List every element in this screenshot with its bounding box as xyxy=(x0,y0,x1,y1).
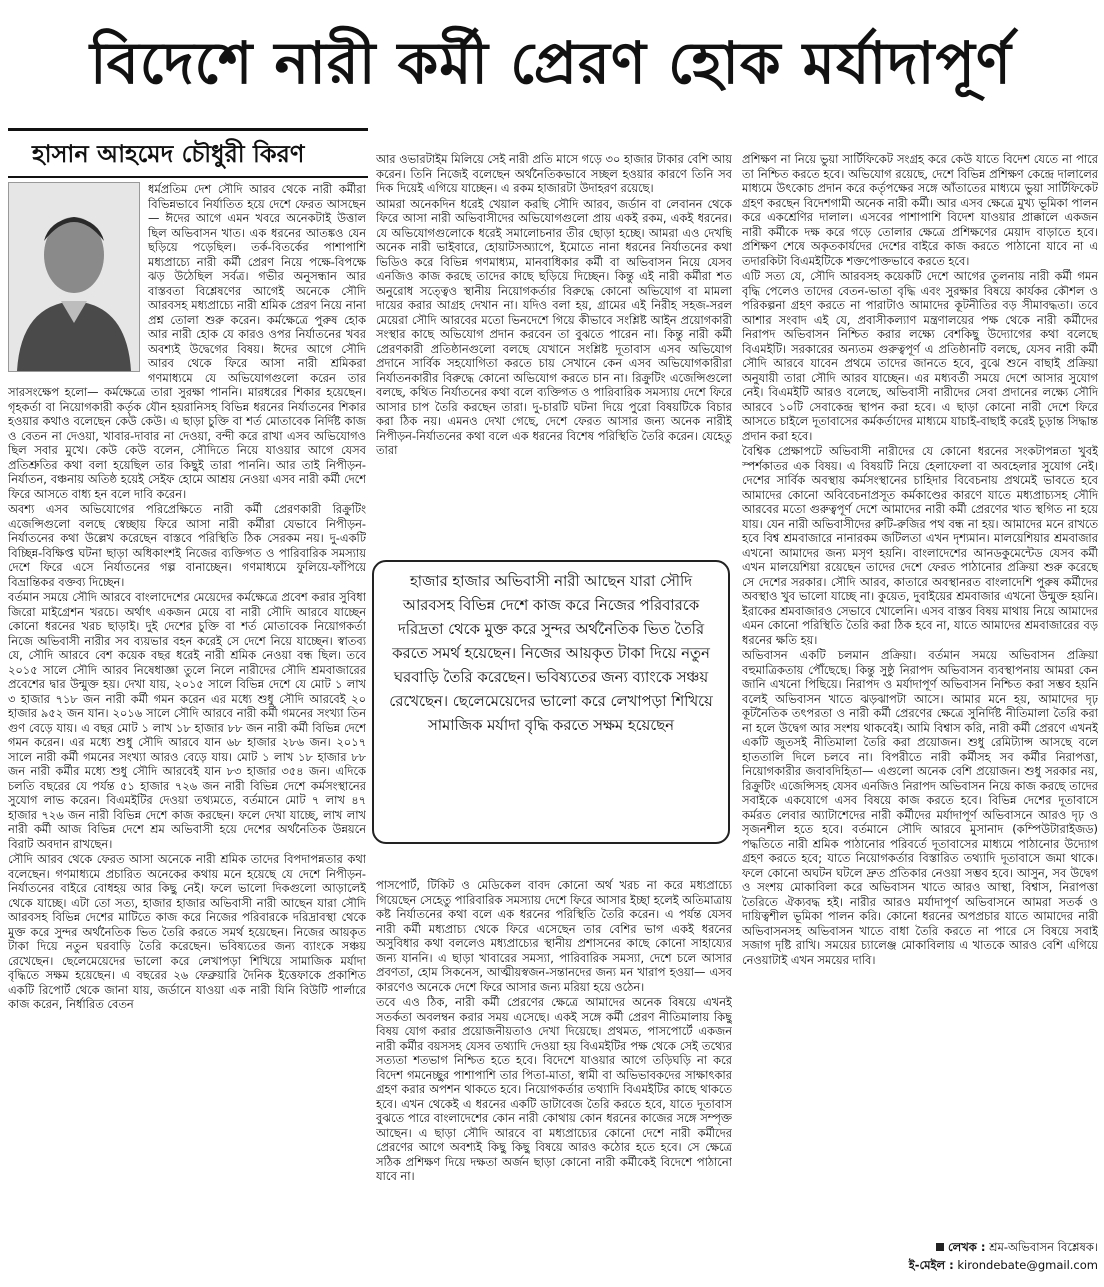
column-2-paragraph: আর ওভারটাইম মিলিয়ে সেই নারী প্রতি মাসে গড়ে ৩০ হাজার টাকার বেশি আয় করেন। তিনি নিজেই বলেছেন অর্থনৈতিকভাবে সচ্ছল হওয়ার কারণে তিনি সব দিক দিয়েই এগিয়ে যাচ্ছেন। এ রকম হাজারটা উদাহরণ রয়েছে। xyxy=(376,152,732,195)
column-3-paragraph: এটি সত্য যে, সৌদি আরবসহ কয়েকটি দেশে আগের তুলনায় নারী কর্মী গমন বৃদ্ধি পেলেও তাদের বেতন-ভাতা বৃদ্ধি এবং সুরক্ষার বিষয়ে কার্যকর কৌশল ও পরিকল্পনা গ্রহণ করতে না পারাটাও আমাদের কূটনীতির বড় সীমাবদ্ধতা। তবে আশার সংবাদ এই যে, প্রবাসীকল্যাণ মন্ত্রণালয়ের পক্ষ থেকে নারী কর্মীদের নিরাপদ অভিবাসন নিশ্চিত করার লক্ষ্যে বেশকিছু উদ্যোগের কথা বলেছে বিএমইটি। সরকারের অন্যতম গুরুত্বপূর্ণ এ প্রতিষ্ঠানটি বলছে, যেসব নারী কর্মী সৌদি আরবে যাবেন প্রথমে তাদের জানতে হবে, বুঝে শুনে বাছাই প্রক্রিয়া অনুযায়ী তারা সৌদি আরব যাচ্ছেন। এর মধ্যবর্তী সময়ে দেশে আসার সুযোগ নেই। বিএমইটি আরও বলেছে, অভিবাসী নারীদের সেবা প্রদানের লক্ষ্যে সৌদি আরবে ১০টি সেবাকেন্দ্র স্থাপন করা হবে। এ ছাড়া কোনো নারী দেশে ফিরে আসতে চাইলে দূতাবাসের কর্মকর্তাদের মাধ্যমে যাচাই-বাছাই করেই চূড়ান্ত সিদ্ধান্ত প্রদান করা হবে। xyxy=(742,269,1098,443)
email-label: ই-মেইল : xyxy=(908,1258,954,1272)
byline-rule-top xyxy=(8,128,368,131)
column-2-bottom xyxy=(376,878,732,1267)
column-1 xyxy=(8,182,366,1262)
column-1-paragraph: বর্তমান সময়ে সৌদি আরবে বাংলাদেশের মেয়েদের কর্মক্ষেত্রে প্রবেশ করার সুবিধা জিরো মাইগ্রেশন খরচে। অর্থাৎ একজন মেয়ে বা নারী সৌদি আরবে যাচ্ছেন কোনো ধরনের খরচ ছাড়াই। দুই দেশের চুক্তি বা শর্ত মোতাবেক নিয়োগকর্তা নিজে অভিবাসী নারীর সব ব্যয়ভার বহন করেই সে দেশে নিয়ে যাচ্ছেন। স্বাতব্য যে, সৌদি আরবে বেশ কয়েক বছর ধরেই নারী শ্রমিক নেওয়া বন্ধ ছিল। তবে ২০১৫ সালে সৌদি আরব নিষেধাজ্ঞা তুলে নিলে নারীদের সৌদি শ্রমবাজারের প্রবেশের দ্বার উন্মুক্ত হয়। দেখা যায়, ২০১৫ সালে বিভিন্ন দেশে যে মোট ১ লাখ ৩ হাজার ৭১৮ জন নারী কর্মী গমন করেন এর মধ্যে শুধু সৌদি আরবেই ২০ হাজার ৯৫২ জন যান। ২০১৬ সালে সৌদি আরবে নারী কর্মী গমনের সংখ্যা তিন গুণ বেড়ে যায়। এ বছর মোট ১ লাখ ১৮ হাজার ৮৮ জন নারী কর্মী বিভিন্ন দেশে গমন করেন। এর মধ্যে শুধু সৌদি আরবে যান ৬৮ হাজার ২৮৬ জন। ২০১৭ সালে নারী কর্মী গমনের সংখ্যা আরও বেড়ে যায়। মোট ১ লাখ ১৮ হাজার ৮৮ জন নারী কর্মীর মধ্যে শুধু সৌদি আরবেই যান ৮৩ হাজার ৩৫৪ জন। এদিকে চলতি বছরের যে পর্যন্ত ৫১ হাজার ৭২৬ জন নারী বিভিন্ন দেশে কর্মসংস্থানের সুযোগ লাভ করেন। বিএমইটির দেওয়া তথ্যমতে, বর্তমানে মোট ৭ লাখ ৪৭ হাজার ৭২৬ জন নারী বিভিন্ন দেশে কাজ করছেন। ফলে দেখা যাচ্ছে, লাখ লাখ নারী কর্মী আজ বিভিন্ন দেশে শ্রম অভিবাসী হয়ে দেশের অর্থনৈতিক উন্নয়নে বিরাট অবদান রাখছেন। xyxy=(8,590,366,851)
column-3 xyxy=(742,152,1098,1232)
email-line xyxy=(742,1256,1098,1274)
author-email[interactable]: kirondebate@gmail.com xyxy=(957,1258,1098,1272)
author-portrait-icon xyxy=(9,183,139,371)
column-1-paragraph: অবশ্য এসব অভিযোগের পরিপ্রেক্ষিতে নারী কর্মী প্রেরণকারী রিক্রুটিং এজেন্সিগুলো বলছে স্বেচ্ছায় ফিরে আসা নারী কর্মীরা যেভাবে নিপীড়ন-নির্যাতনের কথা উল্লেখ করেছেন বাস্তবে পরিস্থিতি ঠিক সেরকম নয়। দু-একটি বিচ্ছিন্ন-বিক্ষিপ্ত ঘটনা ছাড়া অধিকাংশই নিজের ব্যক্তিগত ও পারিবারিক সমস্যায় দেশে ফিরে এসে নির্যাতনের গল্প বানাচ্ছেন। গণমাধ্যমে ফুলিয়ে-ফাঁপিয়ে বিভ্রান্তিকর বক্তব্য দিচ্ছেন। xyxy=(8,502,366,589)
column-3-paragraph: অভিবাসন একটি চলমান প্রক্রিয়া। বর্তমান সময়ে অভিবাসন প্রক্রিয়া বহুমাত্রিকতায় পৌঁছেছে। কিন্তু সুষ্ঠু নিরাপদ অভিবাসন ব্যবস্থাপনায় আমরা কেন জানি এখনো পিছিয়ে। নিরাপদ ও মর্যাদাপূর্ণ অভিবাসন নিশ্চিত করা সম্ভব হয়নি বলেই অভিবাসন খাতে ঝড়ঝাপটা আসে। আমার মনে হয়, আমাদের দৃঢ় কূটনৈতিক তৎপরতা ও নারী কর্মী প্রেরণের ক্ষেত্রে সুনির্দিষ্ট নীতিমালা তৈরি করা না হলে উদ্বেগ আর সংশয় থাকবেই। আমি বিশ্বাস করি, নারী কর্মী প্রেরণে এখনই একটি জুতসই নীতিমালা তৈরি করা প্রয়োজন। শুধু রেমিট্যান্স আসছে বলে হাততালি দিলে চলবে না। বিপরীতে নারী কর্মীসহ সব কর্মীর নিরাপত্তা, নিয়োগকারীর জবাবদিহিতা— এগুলো অনেক বেশি প্রয়োজন। শুধু সরকার নয়, রিক্রুটিং এজেন্সিসহ যেসব এনজিও নিরাপদ অভিবাসন নিয়ে কাজ করছে তাদের সবাইকে একযোগে এসব বিষয়ে কাজ করতে হবে। বিভিন্ন দেশের দূতাবাসে কর্মরত লেবার অ্যাটাশেদের নারী কর্মীদের মর্যাদাপূর্ণ অভিবাসনে আরও দৃঢ় ও সৃজনশীল হতে হবে। বর্তমানে সৌদি আরবে মুসানাদ (কম্পিউটারাইজড) পদ্ধতিতে নারী শ্রমিক পাঠানোর পরিবর্তে দূতাবাসের মাধ্যমে পাঠানোর উদ্যোগ গ্রহণ করতে হবে; যাতে নিয়োগকর্তার বিস্তারিত তথ্যাদি দূতাবাসে জমা থাকে। ফলে কোনো অঘটন ঘটলে দ্রুত প্রতিকার নেওয়া সম্ভব হবে। আসুন, সব উদ্বেগ ও সংশয় মোকাবিলা করে অভিবাসন খাতে আরও আস্থা, বিশ্বাস, নিরাপত্তা তৈরিতে ঐক্যবদ্ধ হই। নারীর আরও মর্যাদাপূর্ণ অভিবাসনে আমরা সতর্ক ও দায়িত্বশীল ভূমিকা পালন করি। কোনো ধরনের অপপ্রচার যাতে আমাদের নারী অভিবাসনসহ অভিবাসন খাতে বাধা তৈরি করতে না পারে সে বিষয়ে সবাই সজাগ দৃষ্টি রাখি। সময়ের চ্যালেঞ্জ মোকাবিলায় এ খাতকে আরও বেশি এগিয়ে নেওয়াটাই এখন সময়ের দাবি। xyxy=(742,648,1098,967)
column-2-paragraph: পাসপোর্ট, টিকিট ও মেডিকেল বাবদ কোনো অর্থ খরচ না করে মধ্যপ্রাচ্যে গিয়েছেন সেহেতু পারিবারিক সমস্যায় দেশে ফিরে আসার ইচ্ছা হলেই অতিমাত্রায় কষ্ট নির্যাতনের কথা বলে এক ধরনের পরিস্থিতি তৈরি করেন। এ পর্যন্ত যেসব নারী কর্মী মধ্যপ্রাচ্য থেকে ফিরে এসেছেন তার বেশির ভাগ একই ধরনের অসুবিধার কথা বললেও মধ্যপ্রাচ্যের স্থানীয় প্রশাসনের কাছে কোনো সাহায্যের জন্য যাননি। এ ছাড়া খাবারের সমস্যা, পারিবারিক সমস্যা, দেশে চলে আসার প্রবণতা, হোম সিকনেস, আত্মীয়স্বজন-সন্তানদের জন্য মন খারাপ হওয়া— এসব কারণেও অনেকে দেশে ফিরে আসার জন্য মরিয়া হয়ে ওঠেন। xyxy=(376,878,732,994)
column-1-paragraph: সৌদি আরব থেকে ফেরত আসা অনেকে নারী শ্রমিক তাদের বিপদাপন্নতার কথা বলেছেন। গণমাধ্যমে প্রচারিত অনেকের কথায় মনে হয়েছে যে দেশে নিপীড়ন-নির্যাতনের বাইরে বোধহয় আর কিছু নেই। ফলে ভালো দিকগুলো আড়ালেই থেকে যাচ্ছে। এটা তো সত্য, হাজার হাজার অভিবাসী নারী আছেন যারা সৌদি আরবসহ বিভিন্ন দেশের মাটিতে কাজ করে নিজের পরিবারকে দরিদ্রাবস্থা থেকে মুক্ত করে সুন্দর অর্থনৈতিক ভিত তৈরি করতে সমর্থ হয়েছেন। নিজের আয়কৃত টাকা দিয়ে নতুন ঘরবাড়ি তৈরি করেছেন। ভবিষ্যতের জন্য ব্যাংকে সঞ্চয় রেখেছেন। ছেলেমেয়েদের ভালো করে লেখাপড়া শিখিয়ে সামাজিক মর্যাদা বৃদ্ধিতে সক্ষম হয়েছেন। এ বছরের ২৬ ফেব্রুয়ারি দৈনিক ইত্তেফাকে প্রকাশিত একটি রিপোর্ট থেকে জানা যায়, জর্ডানে যাওয়া এক নারী যিনি বিউটি পার্লারে কাজ করেন, নির্ধারিত বেতন xyxy=(8,852,366,1011)
author-label: লেখক : xyxy=(948,1240,986,1254)
column-1-paragraph: ধর্মপ্রতিম দেশ সৌদি আরব থেকে নারী কর্মীরা বিভিন্নভাবে নির্যাতিত হয়ে দেশে ফেরত আসছেন— ঈদের আগে এমন খবরে অনেকটাই উত্তাল ছিল অভিবাসন খাত। এক ধরনের আতঙ্কও যেন ছড়িয়ে পড়েছিল। তর্ক-বিতর্কের পাশাপাশি মধ্যপ্রাচ্যে নারী কর্মী প্রেরণ নিয়ে পক্ষে-বিপক্ষে ঝড় উঠেছিল সর্বত্র। গভীর অনুসন্ধান আর বাস্তবতা বিশ্লেষণের আগেই অনেকে সৌদি আরবসহ মধ্যপ্রাচ্যে নারী শ্রমিক প্রেরণ নিয়ে নানা প্রশ্ন তোলা শুরু করেন। কর্মক্ষেত্রে পুরুষ হোক আর নারী হোক যে কারও ওপর নির্যাতনের খবর অবশ্যই উদ্বেগের বিষয়। ঈদের আগে সৌদি আরব থেকে ফিরে আসা নারী শ্রমিকরা গণমাধ্যমে যে অভিযোগগুলো করেন তার সারসংক্ষেপ হলো— কর্মক্ষেত্রে তারা সুরক্ষা পাননি। মারধরের শিকার হয়েছেন। গৃহকর্তা বা নিয়োগকারী কর্তৃক যৌন হয়রানিসহ বিভিন্ন ধরনের নির্যাতনের শিকার হওয়ার কথাও বলেছেন কেউ কেউ। এ ছাড়া চুক্তি বা শর্ত মোতাবেক নির্দিষ্ট কাজ ও বেতন না দেওয়া, খাবার-দাবার না দেওয়া, বন্দী করে রাখা এসব অভিযোগও ছিল সবার মুখে। কেউ কেউ বলেন, সৌদিতে নিয়ে যাওয়ার আগে যেসব প্রতিশ্রুতির কথা বলা হয়েছিল তার কিছুই তারা পাননি। আর তাই নিপীড়ন-নির্যাতন, বঞ্চনায় অতিষ্ঠ হয়েই সেইফ হোমে আশ্রয় নেওয়া এসব নারী কর্মী দেশে ফিরে আসতে বাধ্য হন বলে দাবি করেন। xyxy=(8,182,366,501)
square-bullet-icon xyxy=(936,1243,944,1251)
column-2-top xyxy=(376,152,732,544)
author-role: শ্রম-অভিবাসন বিশ্লেষক। xyxy=(989,1240,1098,1254)
author-footer xyxy=(742,1238,1098,1274)
byline-rule-bottom xyxy=(8,176,368,178)
author-photo xyxy=(8,182,140,372)
author-line xyxy=(742,1238,1098,1256)
column-2-paragraph: তবে এও ঠিক, নারী কর্মী প্রেরণের ক্ষেত্রে আমাদের অনেক বিষয়ে এখনই সতর্কতা অবলম্বন করার সময় এসেছে। একই সঙ্গে কর্মী প্রেরণ নীতিমালায় কিছু বিষয় যোগ করার প্রয়োজনীয়তাও দেখা দিয়েছে। প্রথমত, পাসপোর্টে একজন নারী কর্মীর বয়সসহ যেসব তথ্যাদি দেওয়া হয় বিএমইটির পক্ষ থেকে সেই তথ্যের সত্যতা শতভাগ নিশ্চিত হতে হবে। বিদেশে যাওয়ার আগে তড়িঘড়ি না করে বিদেশ গমনেচ্ছুর পাশাপাশি তার পিতা-মাতা, স্বামী বা অভিভাবকদের সাক্ষাৎকার গ্রহণ করার অপশন থাকতে হবে। নিয়োগকর্তার তথ্যাদি বিএমইটির কাছে থাকতে হবে। এখন থেকেই এ ধরনের একটি ডাটাবেজ তৈরি করতে হবে, যাতে দূতাবাস বুঝতে পারে বাংলাদেশের কোন নারী কোথায় কোন ধরনের কাজের সঙ্গে সম্পৃক্ত আছেন। এ ছাড়া সৌদি আরবে বা মধ্যপ্রাচ্যের কোনো দেশে নারী কর্মীদের প্রেরণের আগে অবশ্যই কিছু কিছু বিষয়ে আরও কঠোর হতে হবে। সে ক্ষেত্রে সঠিক প্রশিক্ষণ দিয়ে দক্ষতা অর্জন ছাড়া কোনো নারী কর্মীকেই বিদেশে পাঠানো যাবে না। xyxy=(376,995,732,1183)
column-3-paragraph: প্রশিক্ষণ না নিয়ে ভুয়া সার্টিফিকেট সংগ্রহ করে কেউ যাতে বিদেশ যেতে না পারে তা নিশ্চিত করতে হবে। অভিযোগ রয়েছে, দেশে বিভিন্ন প্রশিক্ষণ কেন্দ্রে দালালের মাধ্যমে উৎকোচ প্রদান করে কর্তৃপক্ষের সঙ্গে আঁতাতের মাধ্যমে ভুয়া সার্টিফিকেট গ্রহণ করছেন বিদেশগামী অনেক নারী কর্মী। আর এসব ক্ষেত্রে মুখ্য ভূমিকা পালন করে একশ্রেণির দালাল। এসবের পাশাপাশি বিদেশ যাওয়ার প্রাক্কালে একজন নারী কর্মীকে দক্ষ করে গড়ে তোলার ক্ষেত্রে প্রশিক্ষণের মেয়াদ বাড়াতে হবে। প্রশিক্ষণ শেষে অকৃতকার্যদের দেশের বাইরে কাজ করতে পাঠানো যাবে না এ তদারকিটা বিএমইটিকে শক্তপোক্তভাবে করতে হবে। xyxy=(742,152,1098,268)
pull-quote: হাজার হাজার অভিবাসী নারী আছেন যারা সৌদি আরবসহ বিভিন্ন দেশে কাজ করে নিজের পরিবারকে দরিদ্রতা থেকে মুক্ত করে সুন্দর অর্থনৈতিক ভিত তৈরি করতে সমর্থ হয়েছেন। নিজের আয়কৃত টাকা দিয়ে নতুন ঘরবাড়ি তৈরি করেছেন। ভবিষ্যতের জন্য ব্যাংকে সঞ্চয় রেখেছেন। ছেলেমেয়েদের ভালো করে লেখাপড়া শিখিয়ে সামাজিক মর্যাদা বৃদ্ধি করতে সক্ষম হয়েছেন xyxy=(372,560,730,844)
headline: বিদেশে নারী কর্মী প্রেরণ হোক মর্যাদাপূর্ণ xyxy=(90,29,1012,97)
column-3-paragraph: বৈশ্বিক প্রেক্ষাপটে অভিবাসী নারীদের যে কোনো ধরনের সংকটাপন্নতা খুবই স্পর্শকাতর এক বিষয়। এ বিষয়টি নিয়ে হেলাফেলা বা অবহেলার সুযোগ নেই। দেশের সার্বিক অবস্থায় কর্মসংস্থানের চাহিদার বিবেচনায় প্রথমেই ভাবতে হবে আমাদের কোনো অবিবেচনাপ্রসূত কর্মকাণ্ডের কারণে যাতে মধ্যপ্রাচ্যসহ সৌদি আরবের মতো গুরুত্বপূর্ণ দেশে আমাদের নারী কর্মী প্রেরণের খাত স্থগিত না হয়ে যায়। যেন নারী অভিবাসীদের রুটি-রুজির পথ বন্ধ না হয়। আমাদের মনে রাখতে হবে বিশ্ব শ্রমবাজারে নানারকম জটিলতা এখন দৃশ্যমান। মালয়েশিয়ার শ্রমবাজার এখনো আমাদের জন্য মসৃণ হয়নি। বাংলাদেশের আনডকুমেন্টেড যেসব কর্মী এখন মালয়েশিয়া রয়েছেন তাদের দেশে ফেরত পাঠানোর প্রক্রিয়া শুরু করেছে সে দেশের সরকার। সৌদি আরব, কাতারে অবস্থানরত বাংলাদেশি পুরুষ কর্মীদের অবস্থাও খুব ভালো যাচ্ছে না। কুয়েত, দুবাইয়ের শ্রমবাজার এখনো উন্মুক্ত হয়নি। ইরাকের শ্রমবাজারও সেভাবে খোলেনি। এসব বাস্তব বিষয় মাথায় নিয়ে আমাদের এমন কোনো পরিস্থিতি তৈরি করা ঠিক হবে না, যাতে আমাদের শ্রমবাজারের বড় ধরনের ক্ষতি হয়। xyxy=(742,444,1098,647)
column-2-paragraph: আমরা অনেকদিন ধরেই খেয়াল করছি সৌদি আরব, জর্ডান বা লেবানন থেকে ফিরে আসা নারী অভিবাসীদের অভিযোগগুলো প্রায় একই রকম, একই ধরনের। যে অভিযোগগুলোকে ধরেই সমালোচনার তীর ছোড়া হচ্ছে। আমরা এও দেখছি অনেক নারী ভাইবারে, হোয়াটসঅ্যাপে, ইমোতে নানা ধরনের নির্যাতনের কথা ভিডিও করে বিভিন্ন গণমাধ্যম, মানবাধিকার কর্মী বা অভিবাসন নিয়ে যেসব এনজিও কাজ করছে তাদের কাছে ছড়িয়ে দিচ্ছেন। কিন্তু এই নারী কর্মীরা শত অনুরোধ সত্ত্বেও স্থানীয় নিয়োগকর্তার বিরুদ্ধে কোনো অভিযোগ বা মামলা দায়ের করার আগ্রহ দেখান না। যদিও বলা হয়, গ্রামের এই নিরীহ সহজ-সরল মেয়েরা সৌদি আরবের মতো ভিনদেশে গিয়ে কীভাবে সংশ্লিষ্ট আইন প্রয়োগকারী সংস্থার কাছে অভিযোগ প্রদান করবেন তা বুঝতে পারেন না। কিন্তু নারী কর্মী প্রেরণকারী প্রতিষ্ঠানগুলো বলছে যেখানে সংশ্লিষ্ট দূতাবাস এসব অভিযোগ প্রদানে সার্বিক সহযোগিতা করতে চায় সেখানে কেন এসব অভিযোগকারীরা নির্যাতনকারীর বিরুদ্ধে কোনো অভিযোগ করতে চান না। রিক্রুটিং এজেন্সিগুলো বলছে, কথিত নির্যাতনের কথা বলে ব্যক্তিগত ও পারিবারিক সমস্যায় দেশে ফিরে আসার চাপ তৈরি করছেন তারা। দু-চারটি ঘটনা দিয়ে পুরো বিষয়টিকে বিচার করা ঠিক নয়। এমনও দেখা গেছে, দেশে ফেরত আসার জন্য অনেক নারীই নিপীড়ন-নির্যাতনের কথা বলে এক ধরনের বিশেষ পরিস্থিতি তৈরি করেন। যেহেতু তারা xyxy=(376,196,732,457)
byline: হাসান আহমেদ চৌধুরী কিরণ xyxy=(32,140,305,168)
